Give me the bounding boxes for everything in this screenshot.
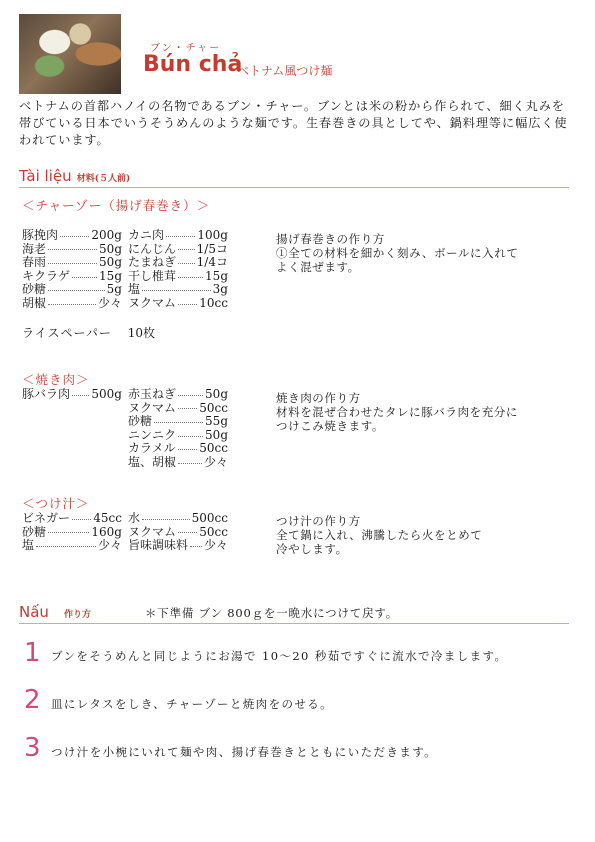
intro-paragraph: ベトナムの首都ハノイの名物であるブン・チャー。ブンとは米の粉から作られて、細く丸みを帯びている日本でいうそうめんのような麺です。生春巻きの具としてや、鍋料理等に幅広く使われています。 [19,99,568,147]
ingredient-qty: 1/4コ [196,255,228,270]
group-title-cha-gio: ＜チャーゾー（揚げ春巻き）＞ [22,198,211,213]
title-ruby: ブン・チャー [150,43,222,54]
method-title: 焼き肉の作り方 [276,391,361,405]
ingredient-row [128,512,228,526]
ingredient-qty: 50cc [199,524,228,539]
ingredient-name: 水 [128,511,141,525]
ingredient-row [128,388,228,402]
method-title: 揚げ春巻きの作り方 [276,232,385,246]
method-line: 材料を混ぜ合わせたタレに豚バラ肉を充分に [276,405,518,419]
ingredient-qty: 200g [91,228,122,242]
ingredient-row [22,539,122,553]
ingredient-name: 塩 [22,538,35,553]
step-text: 皿にレタスをしき、チャーゾーと焼肉をのせる。 [51,697,334,711]
ingredient-name: 塩、胡椒 [128,454,177,469]
ingredient-name: ヌクマム [128,400,177,415]
method-title: つけ汁の作り方 [276,514,361,528]
ingredient-row [22,243,122,257]
ingredient-row [22,388,122,402]
ingredient-name: ニンニク [128,427,177,442]
ingredient-name: にんじん [128,241,177,256]
dotted-leader [178,531,197,533]
ingredient-qty: 100g [197,228,228,242]
ingredients-subtitle: 材料(５人前) [76,174,131,184]
ingredient-qty: 55g [205,414,228,429]
ingredient-qty: 50g [205,387,228,401]
steps-title: Nấu [19,603,49,621]
ingredient-qty: 50g [99,255,122,270]
dotted-leader [60,235,89,237]
steps-heading [19,602,91,621]
ingredient-name: たまねぎ [128,255,177,270]
ingredient-qty: 500cc [191,511,228,525]
ingredient-qty: 少々 [97,295,122,310]
dish-photo [19,14,121,94]
ingredient-name: 豚バラ肉 [22,387,71,401]
dotted-leader [190,545,202,547]
dotted-leader [178,462,202,464]
ingredient-qty: 50g [205,427,228,442]
ingredient-name: ビネガー [22,511,71,525]
ingredient-qty: 45cc [93,511,122,525]
sauce-ingredients-col1 [22,512,122,553]
dotted-leader [142,518,190,520]
ingredient-row [128,442,228,456]
ingredient-name: 砂糖 [22,282,47,297]
sauce-method [276,514,566,556]
dotted-leader [166,235,195,237]
ingredient-qty: 5g [106,282,122,297]
ingredient-row [128,243,228,257]
dotted-leader [142,289,211,291]
dotted-leader [178,276,203,278]
dotted-leader [178,448,198,450]
step-number: 2 [24,685,41,715]
ingredient-row [128,229,228,243]
ingredient-name: 胡椒 [22,295,47,310]
dotted-leader [178,262,195,264]
section-divider [19,187,569,188]
dotted-leader [72,518,91,520]
ingredient-row [22,256,122,270]
ingredient-qty: 少々 [203,454,228,469]
dotted-leader [48,303,96,305]
ingredient-qty: 少々 [203,538,228,553]
dotted-leader [48,531,89,533]
grilled-pork-ingredients-col1 [22,388,122,402]
ingredient-name: カニ肉 [128,228,165,242]
ingredient-qty: 3g [212,282,228,297]
step-text: ブンをそうめんと同じようにお湯で 10～20 秒茹ですぐに流水で冷まします。 [51,649,508,663]
ingredient-qty: 50g [99,241,122,256]
ingredient-row [22,297,122,311]
ingredient-name: 砂糖 [128,414,153,429]
ingredient-name: ライスペーパー [22,326,112,340]
method-line: つけこみ焼きます。 [276,419,384,433]
grilled-pork-method [276,391,566,433]
steps-subtitle: 作り方 [64,610,92,620]
grilled-pork-ingredients-col2 [128,388,228,470]
ingredient-row [128,270,228,284]
ingredient-qty: 10枚 [127,326,156,340]
rice-paper-row [22,327,155,341]
ingredient-name: 赤玉ねぎ [128,387,177,401]
ingredient-qty: 10cc [199,295,228,310]
ingredients-heading [19,166,130,185]
ingredient-row [128,456,228,470]
ingredient-row [128,539,228,553]
method-line: 全て鍋に入れ、沸騰したら火をとめて [276,528,483,542]
ingredients-title: Tài liệu [19,167,72,185]
dotted-leader [72,394,89,396]
prep-note: ＊下準備 ブン 800ｇを一晩水につけて戻す。 [145,606,399,620]
page-title: Bún chả [143,52,243,77]
ingredient-name: 豚挽肉 [22,228,59,242]
method-line: 冷やします。 [276,542,348,556]
ingredient-row [128,415,228,429]
ingredient-name: 砂糖 [22,524,47,539]
step-text: つけ汁を小椀にいれて麺や肉、揚げ春巻きとともにいただきます。 [51,745,438,759]
step-number: 3 [24,733,41,763]
ingredient-qty: 50cc [199,400,228,415]
cha-gio-ingredients-col2 [128,229,228,311]
ingredient-name: 旨味調味料 [128,538,189,553]
ingredient-name: カラメル [128,441,176,456]
dotted-leader [36,545,96,547]
ingredient-row [128,283,228,297]
ingredient-qty: 少々 [97,538,122,553]
ingredient-qty: 160g [91,524,122,539]
section-divider [19,623,569,624]
ingredient-row [22,283,122,297]
ingredient-name: 干し椎茸 [128,268,177,283]
dotted-leader [178,407,197,409]
dotted-leader [178,435,203,437]
ingredient-row [128,256,228,270]
ingredient-qty: 500g [91,387,122,401]
cha-gio-method [276,232,566,274]
ingredient-name: キクラゲ [22,268,71,283]
ingredient-row [128,429,228,443]
ingredient-row [22,229,122,243]
ingredient-name: 塩 [128,282,141,297]
dotted-leader [48,289,105,291]
sauce-ingredients-col2 [128,512,228,553]
dotted-leader [178,394,203,396]
dotted-leader [48,248,97,250]
ingredient-name: ヌクマム [128,295,177,310]
ingredient-qty: 50cc [199,441,228,456]
dotted-leader [178,303,197,305]
step-number: 1 [24,638,41,668]
dotted-leader [178,248,195,250]
ingredient-row [128,297,228,311]
ingredient-qty: 1/5コ [196,241,228,256]
method-line: よく混ぜます。 [276,260,360,274]
ingredient-name: ヌクマム [128,524,177,539]
ingredient-name: 海老 [22,241,47,256]
cha-gio-ingredients-col1 [22,229,122,311]
ingredient-qty: 15g [205,268,228,283]
dotted-leader [48,262,97,264]
ingredient-name: 春雨 [22,255,47,270]
group-title-grilled-pork: ＜焼き肉＞ [22,372,90,387]
ingredient-qty: 15g [99,268,122,283]
page-subtitle: ベトナム風つけ麺 [237,64,333,78]
group-title-dipping-sauce: ＜つけ汁＞ [22,496,90,511]
dotted-leader [154,421,203,423]
method-line: ①全ての材料を細かく刻み、ボールに入れて [276,246,519,260]
dotted-leader [72,276,97,278]
ingredient-row [22,512,122,526]
